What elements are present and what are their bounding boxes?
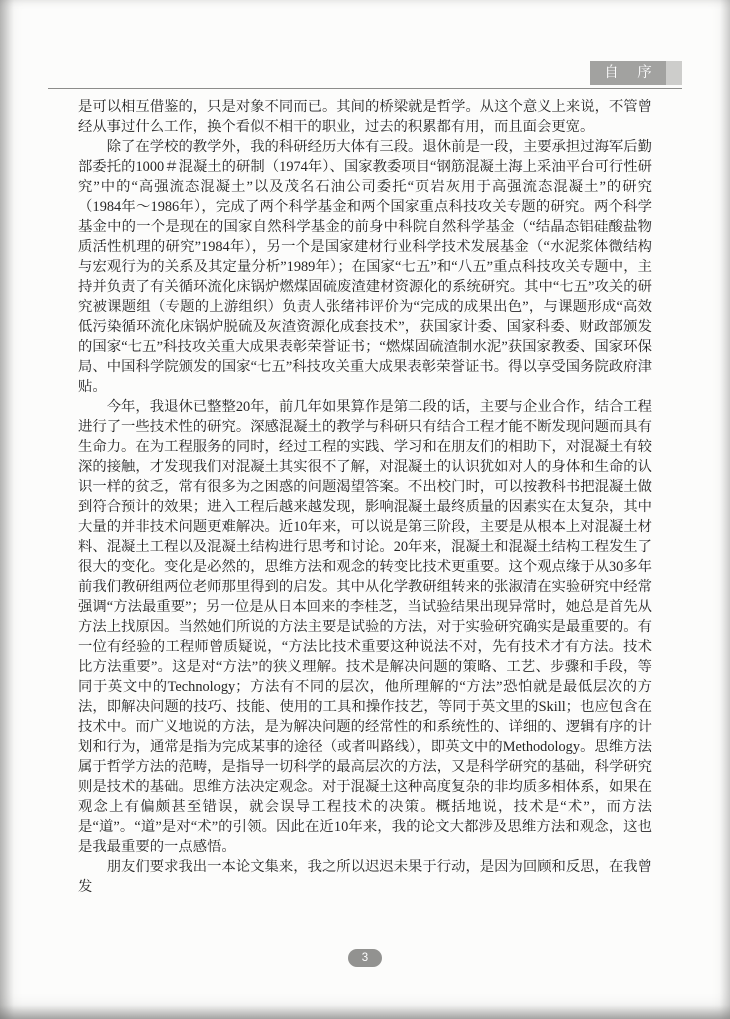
paragraph-retirement-reflection: 今年，我退休已整整20年，前几年如果算作是第二段的话，主要与企业合作，结合工程进行了一些技术性的研究。深感混凝土的教学与科研只有结合工程才能不断发现问题而具有生命力。在为工程服务的同时，经过工程的实践、学习和在朋友们的相助下，对混凝土有较深的接触，才发现我们对混凝土其实很不了解，对混凝土的认识犹如对人的身体和生命的认识一样的贫乏，常有很多为之困惑的问题渴望答案。不出校门时，可以按教科书把混凝土做到符合预计的效果；进入工程后越来越发现，影响混凝土最终质量的因素实在太复杂，其中大量的并非技术问题更难解决。近10年来，可以说是第三阶段，主要是从根本上对混凝土材料、混凝土工程以及混凝土结构进行思考和讨论。20年来，混凝土和混凝土结构工程发生了很大的变化。变化是必然的，思维方法和观念的转变比技术更重要。这个观点缘于从30多年前我们教研组两位老师那里得到的启发。其中从化学教研组转来的张淑清在实验研究中经常强调“方法最重要”；另一位是从日本回来的李桂芝，当试验结果出现异常时，她总是首先从方法上找原因。当然她们所说的方法主要是试验的方法，对于实验研究确实是最重要的。有一位有经验的工程师曾质疑说，“方法比技术重要这种说法不对，先有技术才有方法。技术比方法重要”。这是对“方法”的狭义理解。技术是解决问题的策略、工艺、步骤和手段，等同于英文中的Technology；方法有不同的层次，他所理解的“方法”恐怕就是最低层次的方法，即解决问题的技巧、技能、使用的工具和操作技艺，等同于英文里的Skill；也应包含在技术中。而广义地说的方法，是为解决问题的经常性的和系统性的、详细的、逻辑有序的计划和行为，通常是指为完成某事的途径（或者叫路线），即英文中的Methodology。思维方法属于哲学方法的范畴，是指导一切科学的最高层次的方法，又是科学研究的基础，科学研究则是技术的基础。思维方法决定观念。对于混凝土这种高度复杂的非均质多相体系，如果在观念上有偏颇甚至错误，就会误导工程技术的决策。概括地说，技术是“术”，而方法是“道”。“道”是对“术”的引领。因此在近10年来，我的论文大都涉及思维方法和观念，这也是我最重要的一点感悟。 bbox=[78, 399, 652, 855]
page-number: 3 bbox=[361, 952, 369, 964]
scan-shadow-bottom bbox=[0, 1005, 730, 1019]
body-text bbox=[78, 97, 652, 897]
scan-shadow-right bbox=[720, 0, 730, 1019]
page-number-badge bbox=[348, 949, 382, 967]
scan-shadow-left bbox=[0, 0, 14, 1019]
paragraph-closing: 朋友们要求我出一本论文集来，我之所以迟迟未果于行动，是因为回顾和反思，在我曾发 bbox=[78, 859, 652, 895]
paragraph-continuation: 是可以相互借鉴的，只是对象不同而已。其间的桥梁就是哲学。从这个意义上来说，不管曾经从事过什么工作，换个看似不相干的职业，过去的积累都有用，而且面会更宽。 bbox=[78, 99, 652, 135]
chapter-title: 自 序 bbox=[604, 65, 654, 81]
paragraph-research-history: 除了在学校的教学外，我的科研经历大体有三段。退休前是一段，主要承担过海军后勤部委托的1000＃混凝土的研制（1974年）、国家教委项目“钢筋混凝土海上采油平台可行性研究”中的“高强流态混凝土”以及茂名石油公司委托“页岩灰用于高强流态混凝土”的研究（1984年～1986年），完成了两个科学基金和两个国家重点科技攻关专题的研究。两个科学基金中的一个是现在的国家自然科学基金的前身中科院自然科学基金（“结晶态铝硅酸盐物质活性机理的研究”1984年），另一个是国家建材行业科学技术发展基金（“水泥浆体微结构与宏观行为的关系及其定量分析”1989年）；在国家“七五”和“八五”重点科技攻关专题中，主持并负责了有关循环流化床锅炉燃煤固硫废渣建材资源化的系统研究。其中“七五”攻关的研究被课题组（专题的上游组织）负责人张绪祎评价为“完成的成果出色”，与课题形成“高效低污染循环流化床锅炉脱硫及灰渣资源化成套技术”，获国家计委、国家科委、财政部颁发的国家“七五”科技攻关重大成果表彰荣誉证书；“燃煤固硫渣制水泥”获国家教委、国家环保局、中国科学院颁发的国家“七五”科技攻关重大成果表彰荣誉证书。得以享受国务院政府津贴。 bbox=[78, 139, 652, 395]
header-divider-line bbox=[48, 88, 682, 89]
chapter-header-badge bbox=[590, 61, 682, 85]
